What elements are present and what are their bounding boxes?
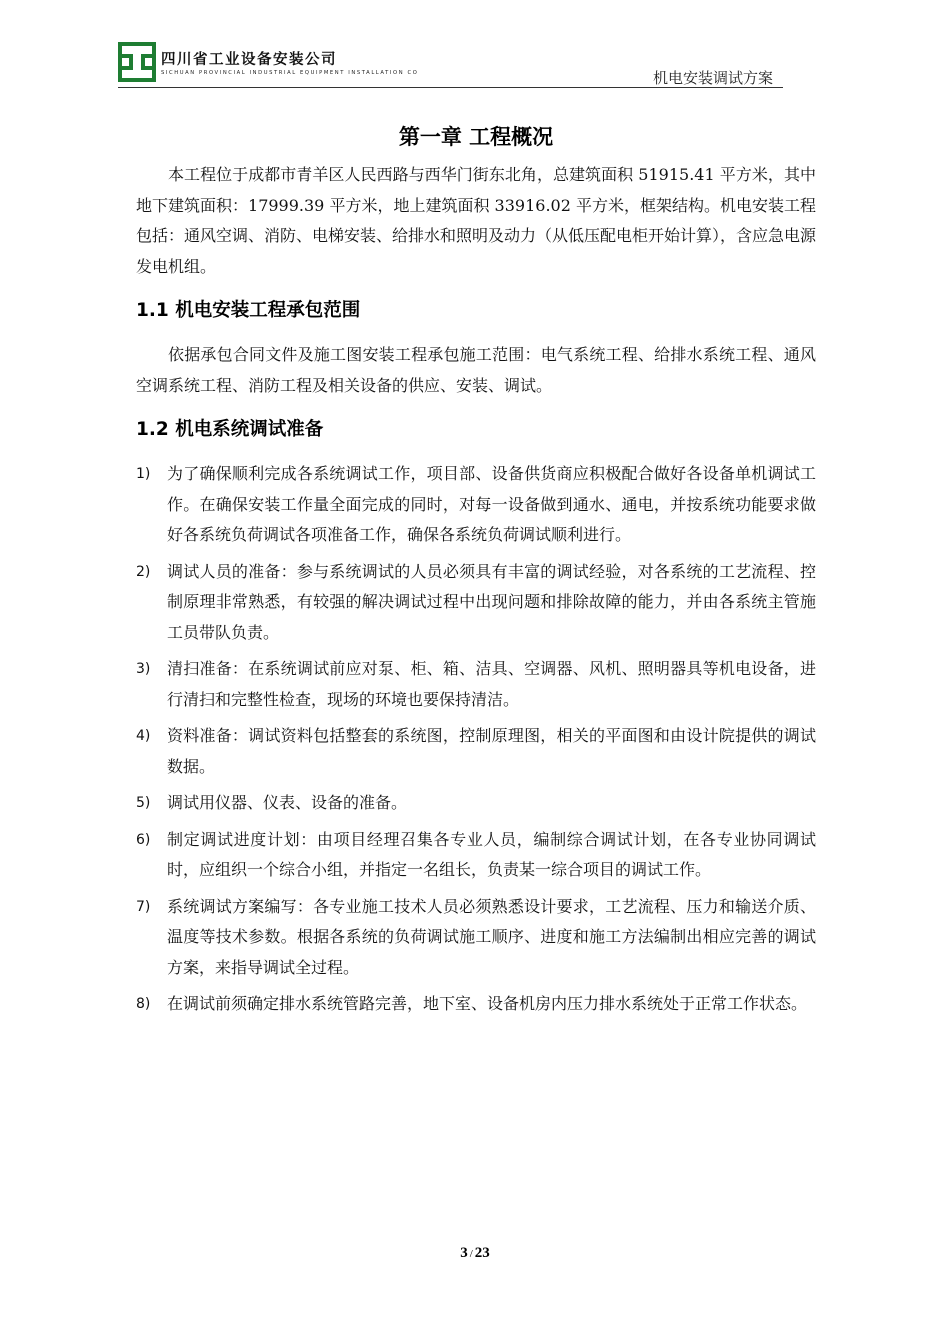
section-1-1-body: 依据承包合同文件及施工图安装工程承包施工范围：电气系统工程、给排水系统工程、通风空调系统工程、消防工程及相关设备的供应、安装、调试。	[136, 345, 816, 395]
document-name: 机电安装调试方案	[652, 69, 773, 87]
list-item-number: 4)	[136, 728, 151, 744]
list-item	[136, 892, 816, 984]
total-pages: 23	[474, 1245, 490, 1261]
list-item	[136, 557, 816, 649]
list-item	[136, 989, 816, 1020]
page-header	[118, 40, 783, 88]
list-item	[136, 825, 816, 886]
company-logo-icon	[118, 42, 156, 82]
list-item-text: 调试用仪器、仪表、设备的准备。	[167, 793, 408, 812]
list-item	[136, 654, 816, 715]
company-name-en: SICHUAN PROVINCIAL INDUSTRIAL EQUIPMENT INSTALLATION CO	[161, 70, 419, 76]
list-item-text: 制定调试进度计划：由项目经理召集各专业人员，编制综合调试计划，在各专业协同调试时，应组织一个综合小组，并指定一名组长，负责某一综合项目的调试工作。	[167, 829, 816, 879]
list-item-text: 在调试前须确定排水系统管路完善，地下室、设备机房内压力排水系统处于正常工作状态。	[167, 994, 808, 1013]
page-number	[0, 1245, 950, 1262]
list-item-number: 1)	[136, 466, 151, 482]
preparation-list	[136, 459, 816, 1020]
list-item-text: 系统调试方案编写：各专业施工技术人员必须熟悉设计要求，工艺流程、压力和输送介质、温度等技术参数。根据各系统的负荷调试施工顺序、进度和施工方法编制出相应完善的调试方案，来指导调试全过程。	[167, 896, 816, 977]
header-divider	[118, 87, 783, 88]
section-1-1-title: 1.1 机电安装工程承包范围	[136, 300, 361, 321]
page-separator: /	[469, 1248, 473, 1260]
list-item-number: 3)	[136, 661, 151, 677]
section-1-2-title: 1.2 机电系统调试准备	[136, 419, 324, 440]
list-item-text: 调试人员的准备：参与系统调试的人员必须具有丰富的调试经验，对各系统的工艺流程、控制原理非常熟悉，有较强的解决调试过程中出现问题和排除故障的能力，并由各系统主管施工员带队负责。	[167, 561, 816, 642]
list-item	[136, 788, 816, 819]
document-body	[136, 118, 816, 1026]
list-item-text: 资料准备：调试资料包括整套的系统图，控制原理图，相关的平面图和由设计院提供的调试数据。	[167, 726, 816, 776]
list-item	[136, 459, 816, 551]
list-item-number: 7)	[136, 898, 151, 915]
list-item-number: 5)	[136, 795, 151, 811]
list-item-text: 为了确保顺利完成各系统调试工作，项目部、设备供货商应积极配合做好各设备单机调试工作。在确保安装工作量全面完成的同时，对每一设备做到通水、通电，并按系统功能要求做好各系统负荷调试各项准备工作，确保各系统负荷调试顺利进行。	[167, 464, 816, 544]
company-name-cn: 四川省工业设备安装公司	[161, 52, 337, 68]
chapter-title: 第一章 工程概况	[398, 125, 554, 149]
current-page: 3	[460, 1245, 468, 1261]
chapter-intro: 本工程位于成都市青羊区人民西路与西华门街东北角，总建筑面积 51915.41 平方米，其中地下建筑面积：17999.39 平方米，地上建筑面积 33916.02 平方米，框架结构。机电安装工程包括：通风空调、消防、电梯安装、给排水和照明及动力（从低压配电柜开始计算），含应急电源发电机组。	[136, 165, 817, 276]
list-item-text: 清扫准备：在系统调试前应对泵、柜、箱、洁具、空调器、风机、照明器具等机电设备，进行清扫和完整性检查，现场的环境也要保持清洁。	[167, 659, 816, 709]
list-item	[136, 721, 816, 782]
list-item-number: 2)	[136, 563, 151, 580]
list-item-number: 6)	[136, 831, 151, 848]
list-item-number: 8)	[136, 996, 151, 1012]
